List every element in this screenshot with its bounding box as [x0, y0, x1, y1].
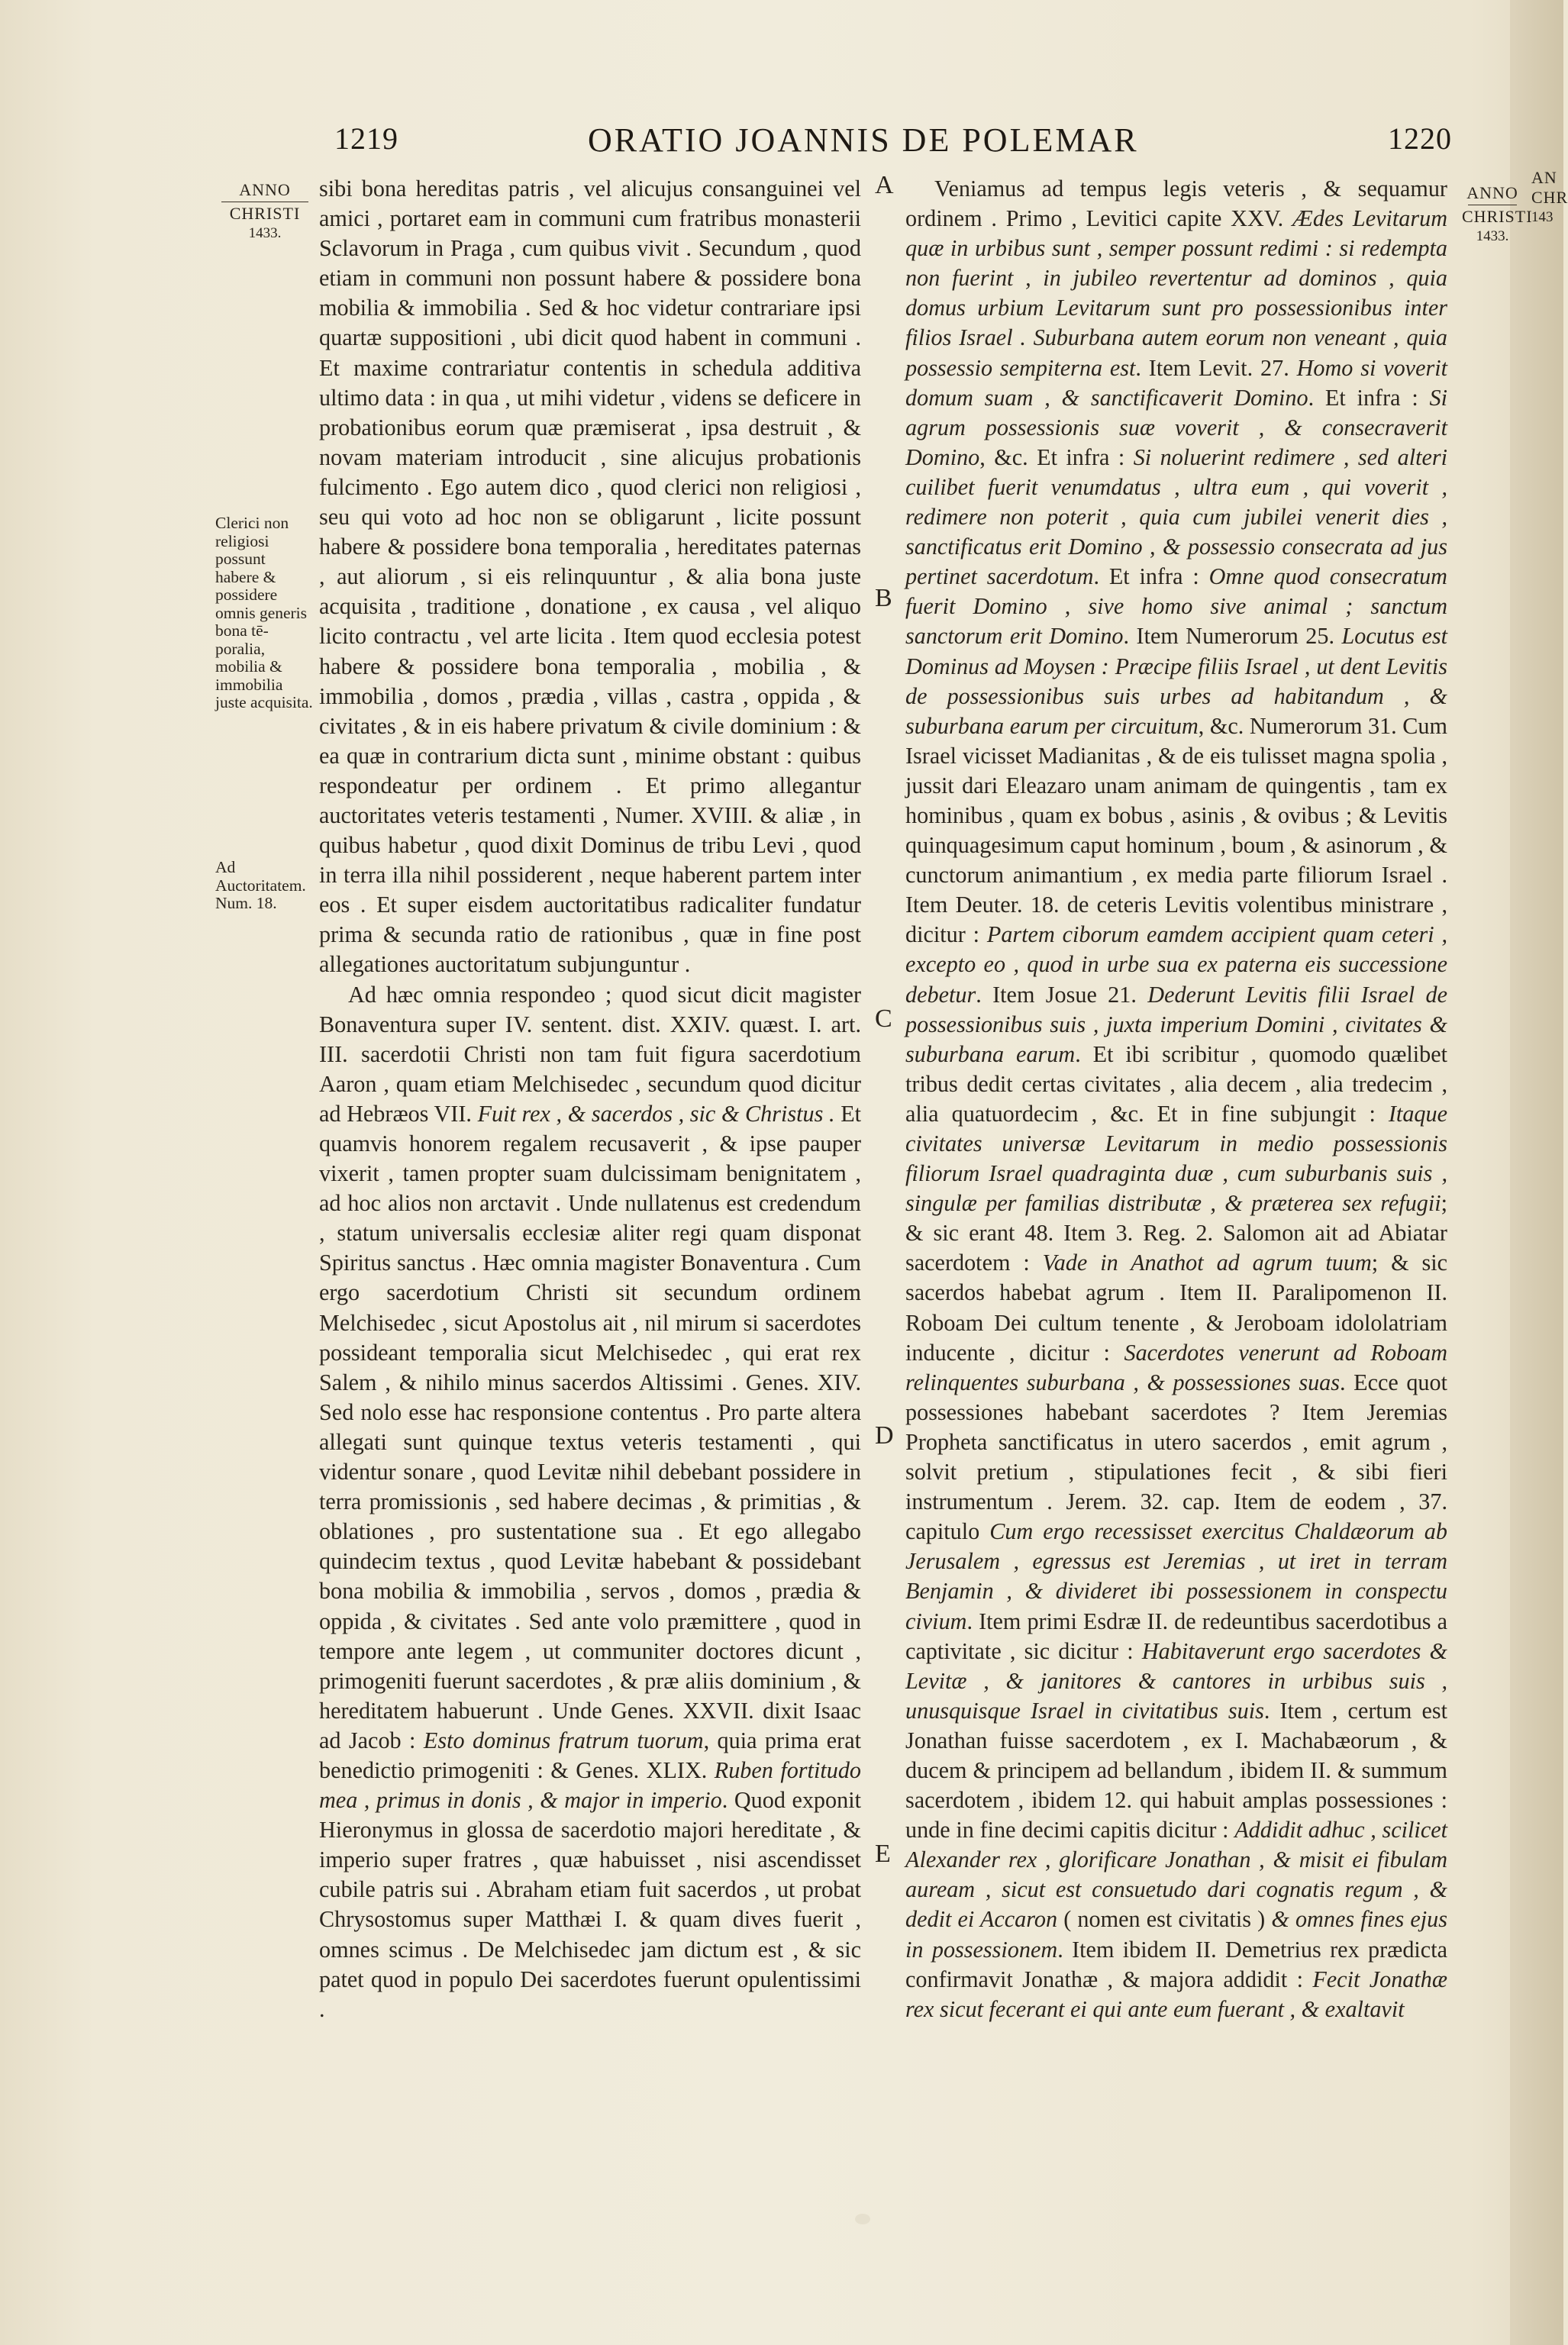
quote-italic: Partem ciborum eamdem accipient quam ceteri , excepto eo , quod in urbe sua ex paterna eis successione debetur — [905, 921, 1447, 1008]
text-run: , &c. Et infra : — [979, 444, 1125, 470]
quote-italic: Addidit adhuc , scilicet Alexander rex , glorificare Jonathan , & misit ei fibulam auream , sicut est consuetudo dari cognatis regum , & dedit ei Accaron — [905, 1817, 1448, 1933]
text-run: . Et infra : — [1093, 563, 1199, 590]
text-run: ; & sic sacerdos habebat agrum . Item II. Paralipomenon II. Roboam Dei cultum tenente , & Jeroboam idololatriam inducente , dicitur : — [905, 1250, 1447, 1366]
quote-italic: Si noluerint redimere , sed alteri cuilibet fuerit venumdatus , ultra eum , qui voverit , redimere non poterit , quia cum jubilei venerit dies , sanctificatus erit Domino , & possessio consecrata ad jus pertinet sacerdotum — [905, 444, 1447, 590]
quote-italic: & omnes fines ejus in possessionem — [905, 1906, 1448, 1963]
quote-italic: Si agrum possessionis suæ voverit , & consecraverit Domino — [905, 384, 1448, 470]
quote-italic: Cum ergo recessisset exercitus Chaldæorum ab Jerusalem , egressus est Jeremias , ut iret in terram Benjamin , & divideret ibi possessionem in conspectu civium — [905, 1518, 1447, 1634]
quote-italic: Habitaverunt ergo sacerdotes & Levitæ , & janitores & cantores in urbibus suis , unusquisque Israel in civitatibus suis — [905, 1637, 1447, 1724]
christi-label: CHRISTI — [1462, 207, 1533, 226]
quote-italic: Itaque civitates universæ Levitarum in medio possessionis filiorum Israel quadraginta duæ , cum suburbanis suis , singulæ per familias distributæ , & præterea sex refugii — [905, 1100, 1447, 1217]
text-run: . Item Numerorum 25. — [1123, 623, 1334, 650]
christi-label: CHR — [1531, 188, 1568, 207]
quote-italic: Omne quod consecratum fuerit Domino , sive homo sive animal ; sanctum sanctorum erit Domino — [905, 563, 1447, 650]
ink-smudge — [855, 2214, 870, 2224]
text-run: Veniamus ad tempus legis veteris , & sequamur ordinem . Primo , Levitici capite XXV. — [905, 176, 1447, 232]
running-title: ORATIO JOANNIS DE POLEMAR — [588, 121, 1139, 159]
text-run: ( nomen est civitatis ) — [1063, 1906, 1266, 1933]
margin-note-clerici: Clerici non religiosi possunt habere & possidere omnis generis bona tē-poralia, mobilia & immobilia juste acquisita. — [215, 514, 313, 711]
paragraph-3 — [905, 174, 1447, 2024]
text-run: Et quamvis honorem regalem recusaverit , & ipse pauper vixerit , tamen propter suam dulcissimam benignitatem , ad hoc alios non arctavit . Unde nullatenus est credendum , statum universalis ecclesiæ aliter regi quam disponat Spiritus sanctus . Hæc omnia magister Bonaventura . Cum ergo sacerdotium Christi sit secundum ordinem Melchisedec , sicut Apostolus ait , nil mirum si sacerdotes possideant temporalia sicut Melchisedec , qui erat rex Salem , & nihilo minus sacerdos Altissimi . Genes. XIV. Sed nolo esse hac responsione contentus . Pro parte altera allegati sunt quinque textus veteris testamenti , qui videntur sonare , quod Levitæ nihil debebant possidere in terra promissionis , sed habere decimas , & primitias , & oblationes , pro sustentatione sua . Et ego allegabo quindecim textus , quod Levitæ habebant & possidebant bona mobilia & immobilia , servos , domos , prædia & oppida , & civitates . Sed ante volo præmittere , quod in tempore ante legem , ut communiter doctores dicunt , primogeniti fuerunt sacerdotes , & præ aliis dominium , & hereditatem habuerunt . Unde Genes. XXVII. dixit Isaac ad Jacob : — [319, 1100, 862, 1753]
anno-christi-next-page — [1531, 168, 1568, 227]
section-letter-a: A — [875, 171, 894, 199]
quote-italic: Sacerdotes venerunt ad Roboam relinquentes suburbana , & possessiones suas — [905, 1339, 1447, 1395]
text-run: . Item ibidem II. Demetrius rex prædicta confirmavit Jonathæ , & majora addidit : — [905, 1936, 1447, 1992]
anno-label: ANNO — [239, 180, 291, 199]
page-header — [0, 121, 1563, 166]
section-letter-b: B — [875, 584, 892, 612]
quote-italic: Fecit Jonathæ rex sicut fecerant ei qui ante eum fuerant , & exaltavit — [905, 1966, 1448, 2022]
quote-italic: Dederunt Levitis filii Israel de possessionibus suis , juxta imperium Domini , civitates & suburbana earum — [905, 981, 1447, 1067]
anno-christi-right — [1462, 183, 1533, 247]
text-run: ; & sic erant 48. Item 3. Reg. 2. Salomon ait ad Abiatar sacerdotem : — [905, 1190, 1447, 1276]
text-run: . Item , certum est Jonathan fuisse sacerdotem , ex I. Machabæorum , & ducem & principem ad bellandum , ibidem II. & summum sacerdotem , ibidem 12. qui habuit amplas possessiones : unde in fine decimi capitis dicitur : — [905, 1697, 1447, 1843]
quote-italic: Locutus est Dominus ad Moysen : Præcipe filiis Israel , ut dent Levitis de possessionibus suis urbes ad habitandum , & suburbana earum per circuitum — [905, 623, 1448, 739]
text-run: , quia prima erat benedictio primogeniti : & Genes. XLIX. — [319, 1727, 861, 1783]
text-run: . Item Levit. 27. — [1135, 354, 1289, 381]
margin-note-auctoritatem: Ad Auctoritatem. Num. 18. — [215, 858, 306, 912]
left-page-number: 1219 — [334, 121, 398, 156]
anno-label: AN — [1531, 168, 1557, 187]
paragraph-1: sibi bona hereditas patris , vel alicujus consanguinei vel amici , portaret eam in communi cum fratribus monasterii Sclavorum in Praga , cum quibus vivit . Secundum , quod etiam in communi non possunt habere & possidere bona mobilia & immobilia . Sed & hoc videtur contrariare ipsi quartæ suppositioni , ubi dicit quod habent in communi . Et maxime contrariatur contentis in schedula additiva ultimo data : in qua , ut mihi videtur , videns se deficere in probationibus eorum quæ præmiserat , ipsa destruit , & novam materiam introducit , sine alicujus probationis fulcimento . Ego autem dico , quod clerici non religiosi , seu qui voto ad hoc non se obligarunt , licite possunt habere & possidere bona temporalia , hereditates paternas , aut aliorum , si eis relinquuntur , & alia bona juste acquisita , traditione , donatione , ex causa , vel aliquo licito contractu , vel arte licita . Item quod ecclesia potest habere & possidere bona temporalia , mobilia , & immobilia , domos , prædia , villas , castra , oppida , & civitates , & in eis habere privatum & civile dominium : & ea quæ in contrarium dicta sunt , minime obstant : quibus respondeatur per ordinem . Et primo allegantur auctoritates veteris testamenti , Numer. XVIII. & aliæ , in quibus habetur , quod dixit Dominus de tribu Levi , quod in terra illa nihil possiderent , neque haberent partem inter eos . Et super eisdem auctoritatibus radicaliter fundatur prima & secunda ratio de rationibus , quæ in fine post allegationes auctoritatum subjunguntur . — [319, 176, 861, 978]
text-run: . Et ibi scribitur , quomodo quælibet tribus dedit certas civitates , alia decem , alia tredecim , alia quatuordecim , &c. Et in fine subjungit : — [905, 1040, 1447, 1127]
section-letter-d: D — [875, 1421, 894, 1450]
page-gutter — [1510, 0, 1568, 2345]
anno-year: 1433. — [248, 225, 282, 241]
quote-italic: Vade in Anathot ad agrum tuum — [1042, 1250, 1372, 1276]
text-run: . Et infra : — [1308, 384, 1418, 411]
right-page-number: 1220 — [1388, 121, 1452, 156]
anno-christi-left — [215, 180, 315, 244]
paragraph-2 — [319, 980, 861, 2024]
text-run: . Item Josue 21. — [976, 981, 1137, 1008]
section-letter-e: E — [875, 1840, 891, 1868]
anno-year: 1433. — [1476, 228, 1509, 244]
right-text-column — [905, 174, 1447, 2024]
text-run: . Item primi Esdræ II. de redeuntibus sacerdotibus a captivitate , sic dicitur : — [905, 1608, 1447, 1664]
anno-label: ANNO — [1466, 183, 1518, 202]
quote-italic: Homo si voverit domum suam , & sanctificaverit Domino — [905, 354, 1448, 411]
anno-year: 143 — [1531, 209, 1553, 225]
text-run: , &c. Numerorum 31. Cum Israel vicisset Madianitas , & de eis tulisset magna spolia , jussit dari Eleazaro unam animam de quingentis , tam ex hominibus , quam ex bobus , asinis , & ovibus ; & Levitis quinquagesimum caput hominum , boum , & asinorum , & cunctorum animantium , ex media parte filiorum Israel . Item Deuter. 18. de ceteris Levitis volentibus ministrare , dicitur : — [905, 712, 1447, 948]
christi-label: CHRISTI — [229, 204, 301, 223]
left-text-column — [319, 174, 861, 2024]
section-letter-c: C — [875, 1005, 892, 1033]
quote-italic: Ruben fortitudo mea , primus in donis , & major in imperio — [319, 1756, 862, 1814]
text-run: . Ecce quot possessiones habebant sacerdotes ? Item Jeremias Propheta sanctificatus in utero sacerdos , emit agrum , solvit pretium , stipulationes fecit , & sibi fieri instrumentum . Jerem. 32. cap. Item de eodem , 37. capitulo — [905, 1369, 1447, 1545]
text-run: Ad hæc omnia respondeo ; quod sicut dicit magister Bonaventura super IV. sentent. dist. XXIV. quæst. I. art. III. sacerdotii Christi non tam fuit figura sacerdotium Aaron , quam etiam Melchisedec , secundum quod dicitur ad Hebræos VII. — [319, 981, 861, 1127]
quote-italic: Ædes Levitarum quæ in urbibus sunt , semper possunt redimi : si redempta non fuerint , in jubileo revertentur ad dominos , quia domus urbium Levitarum sunt pro possessionibus inter filios Israel . Suburbana autem eorum non veneant , quia possessio sempiterna est — [905, 205, 1447, 381]
text-run: . Quod exponit Hieronymus in glossa de sacerdotio majori hereditate , & imperio super fratres , quæ habuisset , nisi ascendisset cubile patris sui . Abraham etiam fuit sacerdos , ut probat Chrysostomus super Matthæi I. & quam dives fuerit , omnes scimus . De Melchisedec jam dictum est , & sic patet quod in populo Dei sacerdotes fuerunt opulentissimi . — [319, 1787, 861, 2022]
quote-italic: Esto dominus fratrum tuorum — [423, 1727, 704, 1753]
quote-italic: Fuit rex , & sacerdos , sic & Christus . — [477, 1100, 835, 1127]
